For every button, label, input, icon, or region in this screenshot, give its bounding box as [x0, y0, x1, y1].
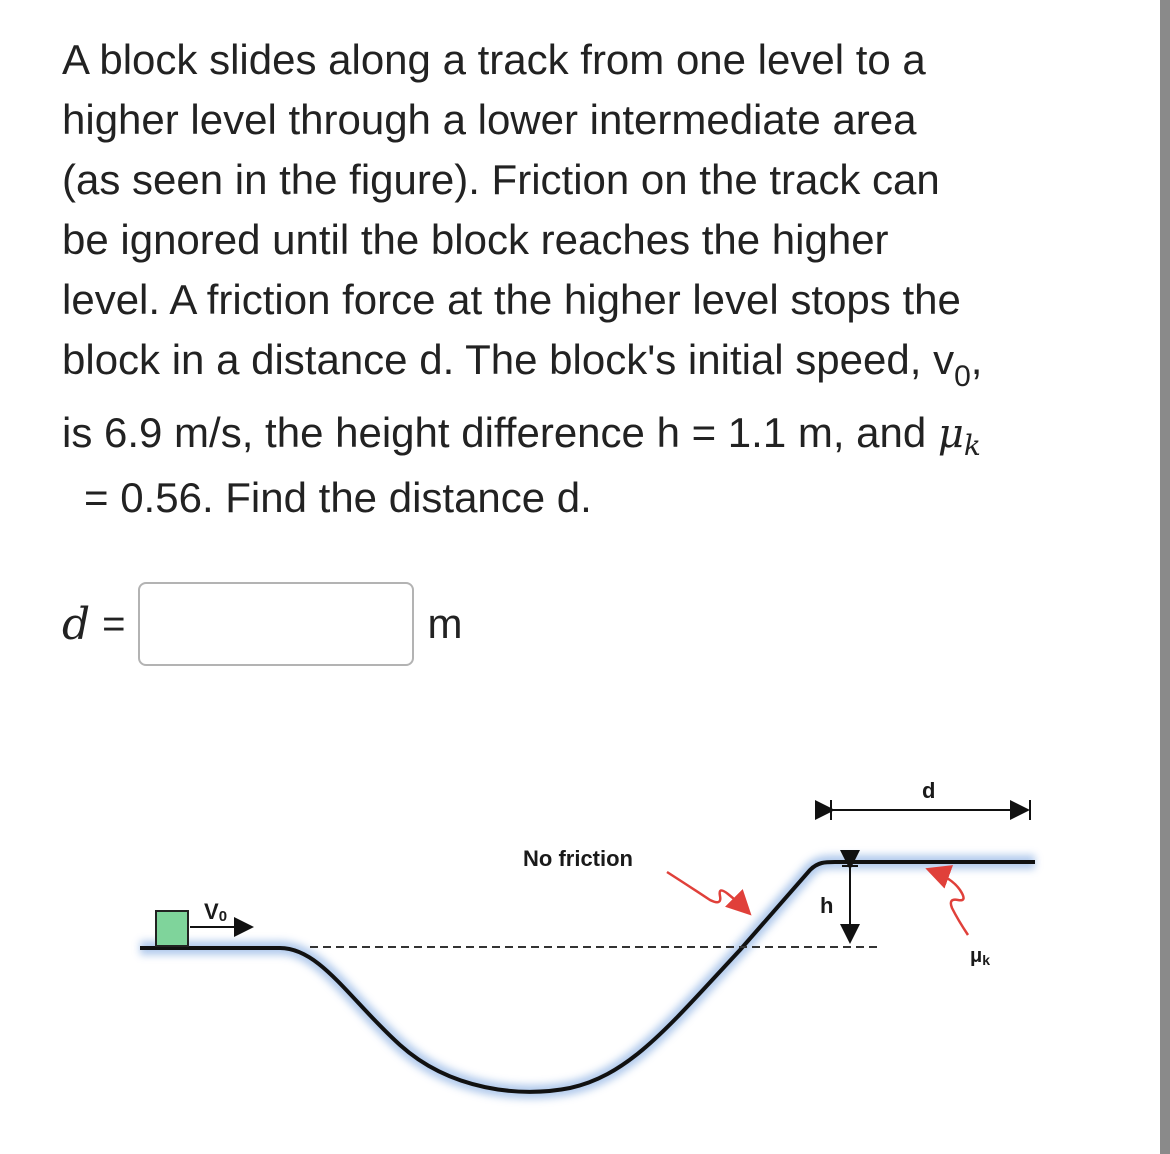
mu-symbol: μ — [937, 411, 964, 457]
answer-variable-label: d — [62, 598, 91, 650]
v0-subscript: 0 — [954, 360, 971, 393]
question-line-3: (as seen in the figure). Friction on the track can — [62, 156, 940, 203]
question-line-7 — [62, 403, 1142, 468]
track-line — [140, 862, 1035, 1092]
answer-equals-sign: = — [102, 601, 126, 646]
question-line-1: A block slides along a track from one level to a — [62, 36, 926, 83]
question-line-4: be ignored until the block reaches the higher — [62, 216, 889, 263]
answer-unit-label: m — [427, 600, 463, 647]
mu-subscript: k — [963, 429, 981, 462]
track-glow — [140, 862, 1035, 1092]
question-line-8: = 0.56. Find the distance d. — [84, 474, 592, 521]
question-text — [62, 30, 1142, 528]
no-friction-arrow — [667, 872, 748, 912]
question-line-6 — [62, 330, 1142, 395]
answer-row — [62, 580, 463, 668]
no-friction-label: No friction — [523, 846, 633, 871]
answer-input[interactable] — [138, 582, 414, 666]
block-shape — [156, 911, 188, 946]
d-label: d — [922, 778, 936, 803]
mu-k-arrow — [930, 870, 968, 935]
scrollbar-edge — [1160, 0, 1170, 1154]
mu-k-label: μk — [970, 945, 991, 968]
question-line-6-text: block in a distance d. The block's initial speed, v — [62, 336, 955, 383]
question-line-2: higher level through a lower intermediate area — [62, 96, 917, 143]
question-line-7-text: is 6.9 m/s, the height difference h = 1.1 m, and — [62, 409, 938, 456]
question-line-6-comma: , — [970, 336, 983, 383]
track-figure — [130, 770, 1050, 1130]
h-label: h — [820, 893, 834, 918]
question-line-5: level. A friction force at the higher level stops the — [62, 276, 961, 323]
v0-label: V0 — [204, 899, 228, 925]
